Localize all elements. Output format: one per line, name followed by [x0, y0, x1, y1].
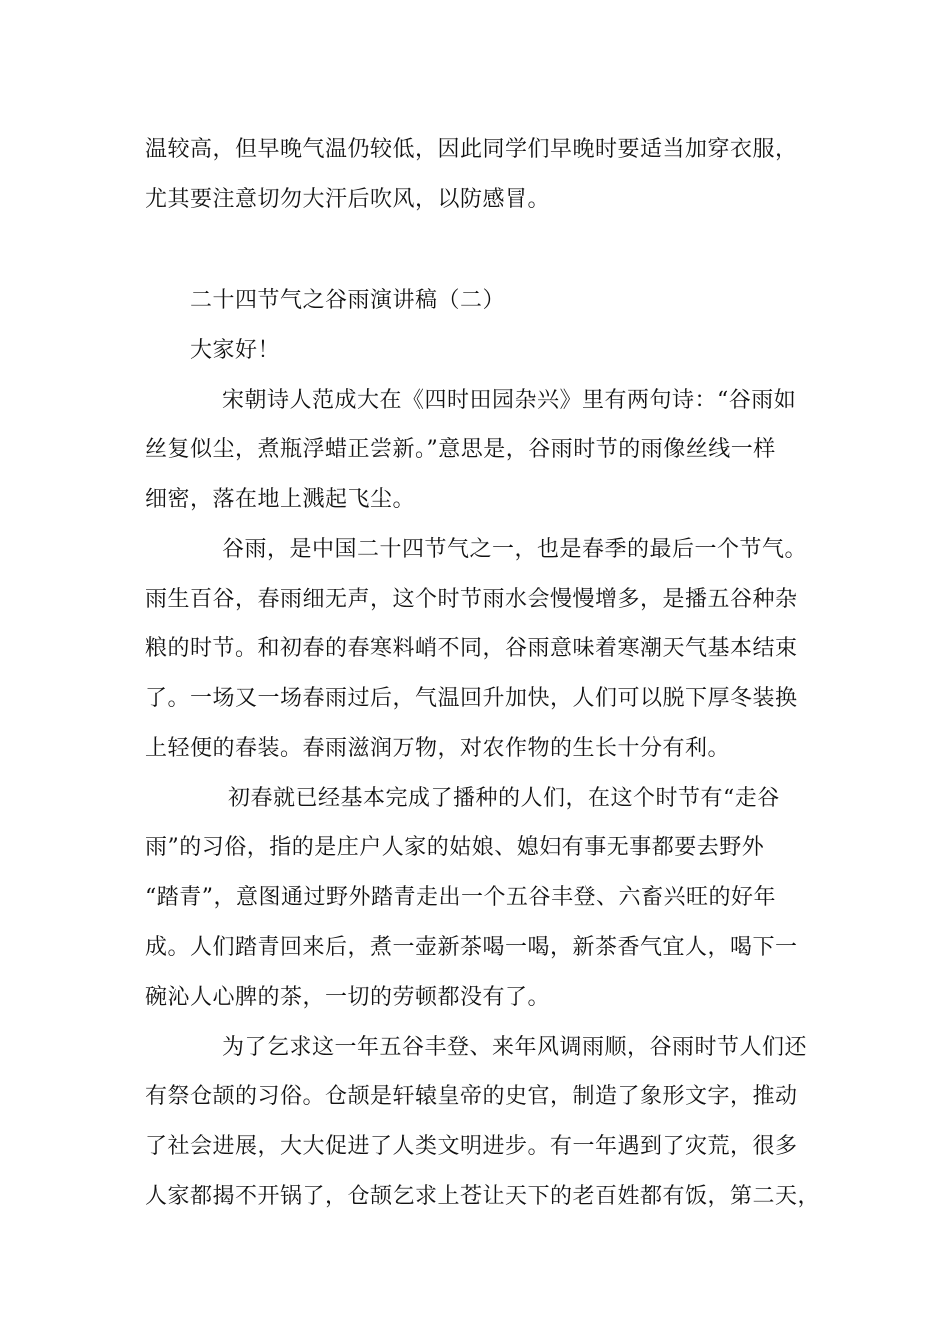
- paragraph-line: 了。一场又一场春雨过后，气温回升加快，人们可以脱下厚冬装换: [145, 686, 798, 711]
- continuation-line: 尤其要注意切勿大汗后吹风，以防感冒。: [145, 187, 551, 212]
- paragraph-line: 成。人们踏青回来后，煮一壶新茶喝一喝，新茶香气宜人，喝下一: [145, 935, 798, 960]
- paragraph-line: 有祭仓颉的习俗。仓颉是轩辕皇帝的史官，制造了象形文字，推动: [145, 1084, 798, 1109]
- paragraph-line: 宋朝诗人范成大在《四时田园杂兴》里有两句诗：“谷雨如: [222, 388, 797, 413]
- paragraph-line: 了社会进展，大大促进了人类文明进步。有一年遇到了灾荒，很多: [145, 1134, 798, 1159]
- speech-title: 二十四节气之谷雨演讲稿（二）: [190, 288, 506, 313]
- greeting: 大家好！: [190, 338, 281, 363]
- paragraph-line: 人家都揭不开锅了，仓颉乞求上苍让天下的老百姓都有饭，第二天，: [145, 1184, 821, 1209]
- continuation-line: 温较高，但早晚气温仍较低，因此同学们早晚时要适当加穿衣服，: [145, 137, 798, 162]
- paragraph-line: 细密，落在地上溅起飞尘。: [145, 487, 416, 512]
- paragraph-line: 初春就已经基本完成了播种的人们，在这个时节有“走谷: [228, 786, 780, 811]
- paragraph-line: 碗沁人心脾的茶，一切的劳顿都没有了。: [145, 985, 551, 1010]
- paragraph-line: 为了乞求这一年五谷丰登、来年风调雨顺，谷雨时节人们还: [222, 1035, 808, 1060]
- paragraph-line: 雨”的习俗，指的是庄户人家的姑娘、媳妇有事无事都要去野外: [145, 835, 765, 860]
- paragraph-line: 谷雨，是中国二十四节气之一，也是春季的最后一个节气。: [222, 537, 808, 562]
- paragraph-line: 上轻便的春装。春雨滋润万物，对农作物的生长十分有利。: [145, 736, 731, 761]
- paragraph-line: 粮的时节。和初春的春寒料峭不同，谷雨意味着寒潮天气基本结束: [145, 636, 798, 661]
- paragraph-line: “踏青”，意图通过野外踏青走出一个五谷丰登、六畜兴旺的好年: [145, 885, 776, 910]
- paragraph-line: 雨生百谷，春雨细无声，这个时节雨水会慢慢增多，是播五谷种杂: [145, 587, 798, 612]
- paragraph-line: 丝复似尘，煮瓶浮蜡正尝新。”意思是，谷雨时节的雨像丝线一样: [145, 437, 776, 462]
